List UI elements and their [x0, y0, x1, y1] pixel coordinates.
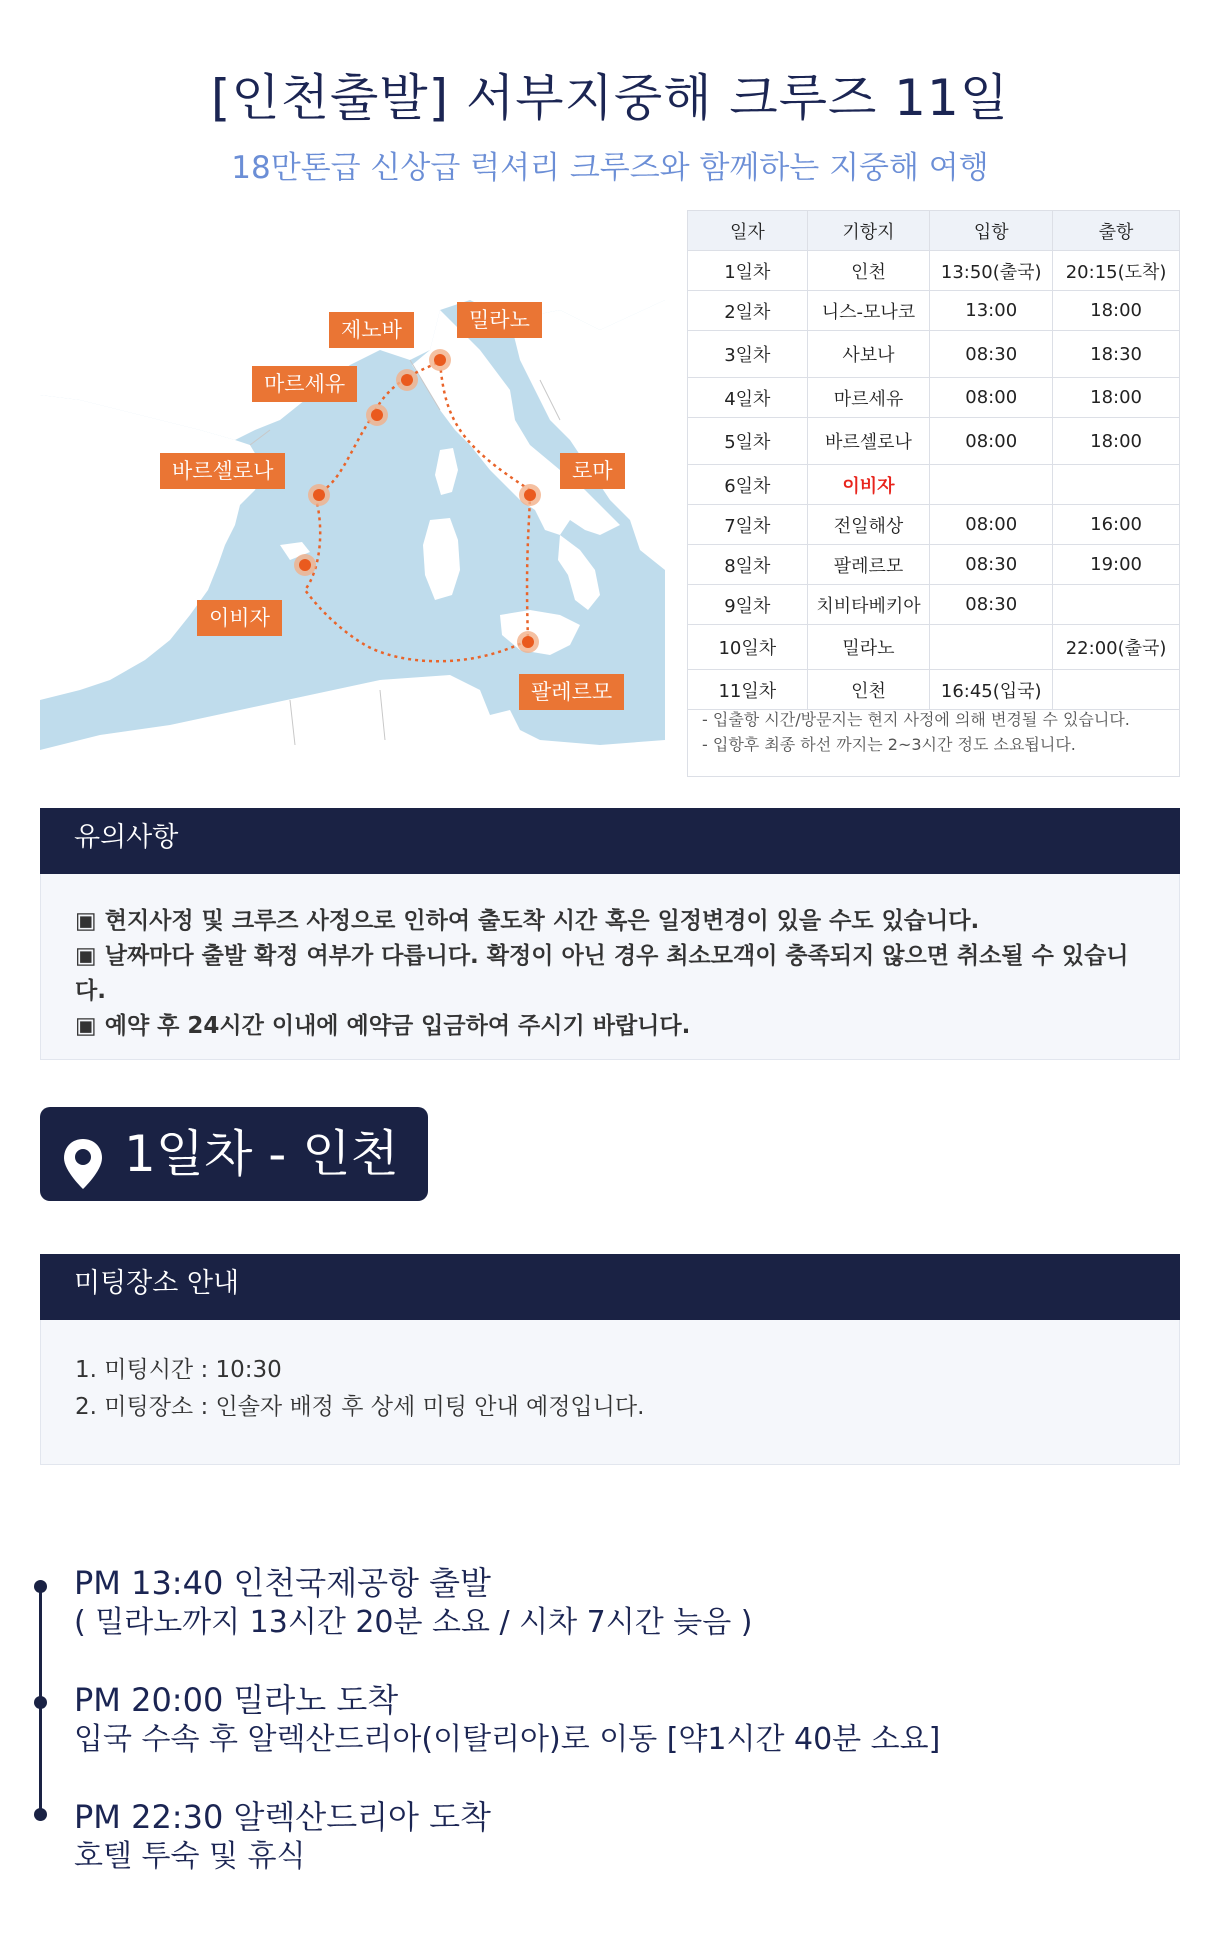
meeting-header: 미팅장소 안내 [40, 1254, 1180, 1320]
cell-arrival: 08:00 [930, 418, 1053, 465]
cell-arrival: 08:30 [930, 331, 1053, 378]
table-row [688, 331, 1180, 378]
day-badge [40, 1107, 428, 1201]
schedule-note: - 입출항 시간/방문지는 현지 사정에 의해 변경될 수 있습니다. [702, 710, 1130, 729]
notice-header: 유의사항 [40, 808, 1180, 874]
cell-day: 11일차 [688, 670, 808, 710]
timeline-desc: 호텔 투숙 및 휴식 [74, 1839, 306, 1874]
cell-arrival [930, 465, 1053, 505]
page-subtitle: 18만톤급 신상급 럭셔리 크루즈와 함께하는 지중해 여행 [231, 150, 989, 186]
cell-day: 2일차 [688, 291, 808, 331]
cell-departure [1053, 670, 1180, 710]
cell-day: 4일차 [688, 378, 808, 418]
cell-arrival: 13:00 [930, 291, 1053, 331]
cell-departure: 19:00 [1053, 545, 1180, 585]
land-corsica [435, 448, 458, 495]
cell-port: 니스-모나코 [807, 291, 930, 331]
land-italy-south [558, 535, 600, 610]
col-header-arrival: 입항 [930, 211, 1053, 251]
table-row [688, 625, 1180, 670]
col-header-day: 일자 [688, 211, 808, 251]
cell-port: 전일해상 [807, 505, 930, 545]
table-row [688, 251, 1180, 291]
cell-arrival: 08:30 [930, 585, 1053, 625]
cell-port: 팔레르모 [807, 545, 930, 585]
meeting-body [40, 1320, 1180, 1465]
timeline-time: PM 22:30 알렉산드리아 도착 [74, 1798, 491, 1836]
cell-departure: 18:00 [1053, 291, 1180, 331]
land-iberia [40, 395, 265, 700]
timeline-desc: 입국 수속 후 알렉산드리아(이탈리아)로 이동 [약1시간 40분 소요] [74, 1722, 941, 1757]
map-label-marseille: 마르세유 [252, 366, 357, 402]
timeline-dot [34, 1808, 47, 1821]
cell-port: 바르셀로나 [807, 418, 930, 465]
schedule-table [687, 210, 1180, 710]
cell-port: 사보나 [807, 331, 930, 378]
timeline-time: PM 13:40 인천국제공항 출발 [74, 1564, 491, 1602]
timeline-item [74, 1797, 491, 1877]
cell-day: 5일차 [688, 418, 808, 465]
notice-item: ▣ 현지사정 및 크루즈 사정으로 인하여 출도착 시간 혹은 일정변경이 있을 수도 있습니다. [75, 908, 980, 934]
cell-day: 3일차 [688, 331, 808, 378]
cell-arrival: 08:30 [930, 545, 1053, 585]
cell-day: 6일차 [688, 465, 808, 505]
cell-arrival: 08:00 [930, 378, 1053, 418]
map-pin-icon [62, 1127, 104, 1221]
map-label-genoa: 제노바 [329, 312, 414, 348]
cell-day: 9일차 [688, 585, 808, 625]
schedule-header-row [688, 211, 1180, 251]
timeline-item [74, 1680, 940, 1760]
cell-port: 인천 [807, 670, 930, 710]
cell-departure: 18:00 [1053, 418, 1180, 465]
map-label-barcelona: 바르셀로나 [160, 453, 285, 489]
cell-departure: 18:00 [1053, 378, 1180, 418]
col-header-departure: 출항 [1053, 211, 1180, 251]
table-row [688, 505, 1180, 545]
cell-arrival: 13:50(출국) [930, 251, 1053, 291]
cell-port: 마르세유 [807, 378, 930, 418]
map-label-milan: 밀라노 [457, 302, 542, 338]
table-row [688, 465, 1180, 505]
map-label-ibiza: 이비자 [197, 600, 282, 636]
timeline-dot [34, 1696, 47, 1709]
page-title: [인천출발] 서부지중해 크루즈 11일 [210, 69, 1010, 127]
col-header-port: 기항지 [807, 211, 930, 251]
cell-departure: 22:00(출국) [1053, 625, 1180, 670]
notice-item: ▣ 날짜마다 출발 확정 여부가 다릅니다. 확정이 아닌 경우 최소모객이 충족되지 않으면 취소될 수 있습니다. [75, 943, 1129, 1004]
timeline-desc: ( 밀라노까지 13시간 20분 소요 / 시차 7시간 늦음 ) [74, 1605, 753, 1640]
cell-day: 8일차 [688, 545, 808, 585]
table-row [688, 585, 1180, 625]
map-label-palermo: 팔레르모 [519, 674, 624, 710]
table-row [688, 291, 1180, 331]
notice-body [40, 874, 1180, 1060]
cell-departure [1053, 585, 1180, 625]
cell-arrival: 16:45(입국) [930, 670, 1053, 710]
table-row [688, 378, 1180, 418]
schedule-notes [687, 705, 1180, 777]
land-sardinia [423, 518, 460, 600]
cell-departure: 20:15(도착) [1053, 251, 1180, 291]
route-map [40, 270, 665, 770]
cell-port: 이비자 [807, 465, 930, 505]
meeting-item: 1. 미팅시간 : 10:30 [75, 1357, 282, 1383]
cell-arrival: 08:00 [930, 505, 1053, 545]
table-row [688, 670, 1180, 710]
table-row [688, 545, 1180, 585]
timeline-dot [34, 1580, 47, 1593]
timeline-time: PM 20:00 밀라노 도착 [74, 1681, 399, 1719]
cell-departure: 16:00 [1053, 505, 1180, 545]
cell-departure [1053, 465, 1180, 505]
table-row [688, 418, 1180, 465]
cell-port: 치비타베키아 [807, 585, 930, 625]
cell-arrival [930, 625, 1053, 670]
schedule-note: - 입항후 최종 하선 까지는 2~3시간 정도 소요됩니다. [702, 735, 1076, 754]
timeline-item [74, 1563, 752, 1643]
notice-item: ▣ 예약 후 24시간 이내에 예약금 입금하여 주시기 바랍니다. [75, 1013, 691, 1039]
cell-port: 인천 [807, 251, 930, 291]
day-badge-label: 1일차 - 인천 [124, 1125, 399, 1183]
cell-day: 7일차 [688, 505, 808, 545]
cell-day: 10일차 [688, 625, 808, 670]
cell-day: 1일차 [688, 251, 808, 291]
map-label-rome: 로마 [560, 453, 625, 489]
meeting-item: 2. 미팅장소 : 인솔자 배정 후 상세 미팅 안내 예정입니다. [75, 1394, 645, 1420]
cell-departure: 18:30 [1053, 331, 1180, 378]
cell-port: 밀라노 [807, 625, 930, 670]
